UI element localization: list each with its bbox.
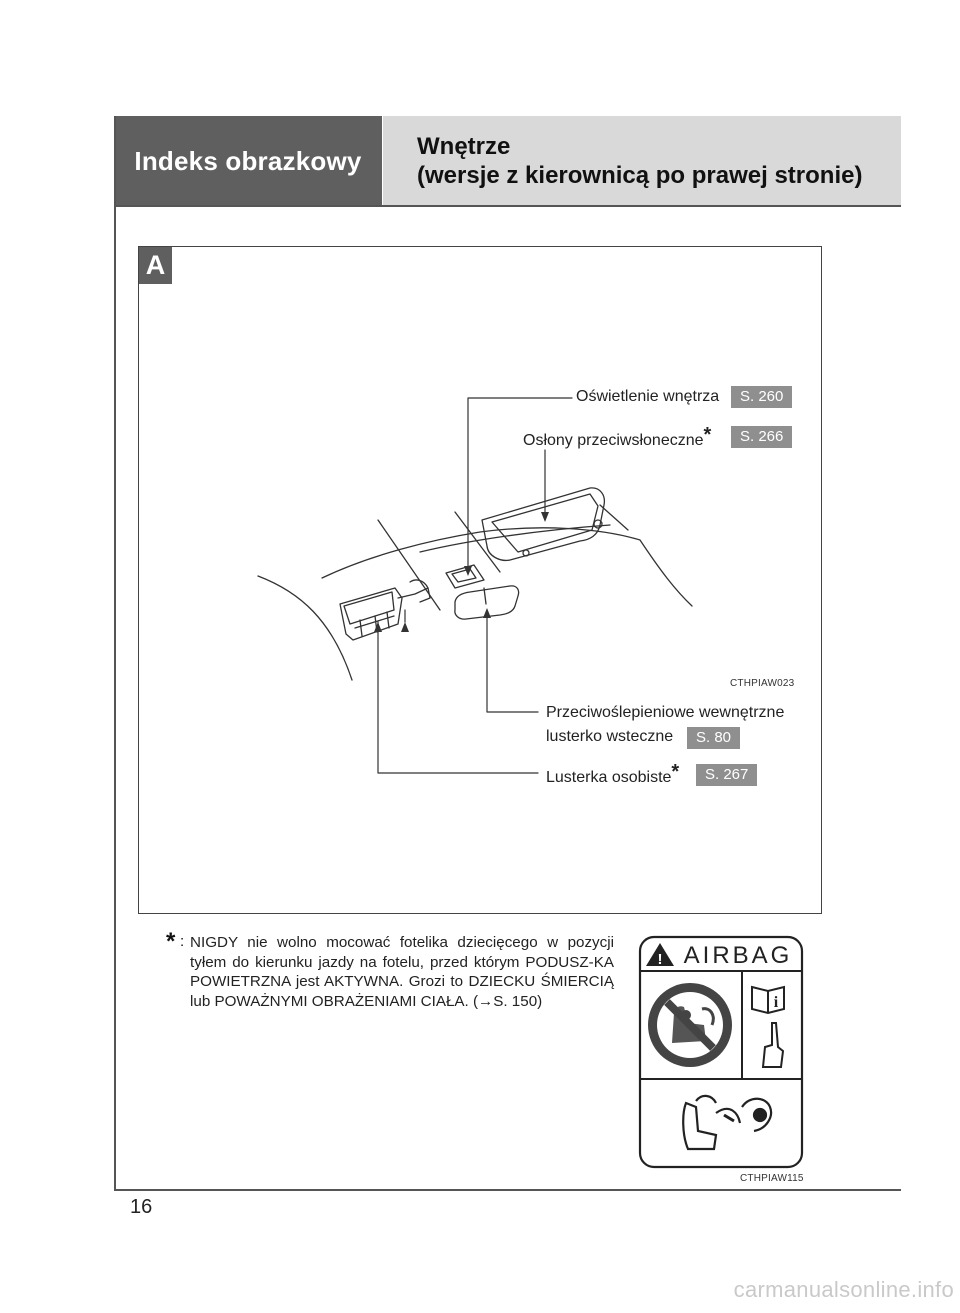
page-number: 16 <box>130 1196 153 1218</box>
left-margin-rule <box>114 116 116 1190</box>
note-asterisk: * <box>166 928 176 955</box>
label-vanity-mirrors <box>546 761 680 787</box>
ref-rearview-mirror[interactable]: S. 80 <box>687 727 740 749</box>
overhead-console-illustration <box>140 248 820 912</box>
page-title-line1: Wnętrze <box>417 133 511 160</box>
asterisk-marker: * <box>671 761 680 783</box>
airbag-warning-note: NIGDY nie wolno mocować fotelika dziecięcego w pozycji tyłem do kierunku jazdy na fotelu, przed którym PODUSZ-KA POWIETRZNA jest AKTYWNA. Grozi to DZIECKU ŚMIERCIĄ lub POWAŻNYMI OBRAŻENIAMI CIAŁA. (→S. 150) <box>190 934 614 1010</box>
bottom-rule <box>114 1189 901 1191</box>
page-title <box>383 116 901 206</box>
figure-badge: A <box>139 247 172 284</box>
airbag-image-code: CTHPIAW115 <box>740 1173 804 1184</box>
ref-sun-visors[interactable]: S. 266 <box>731 426 792 448</box>
label-rearview-mirror-line2: lusterko wsteczne <box>546 728 674 745</box>
airbag-title: AIRBAG <box>683 942 793 969</box>
label-rearview-mirror-line1: Przeciwoślepieniowe wewnętrzne <box>546 704 785 721</box>
section-tab: Indeks obrazkowy <box>114 116 382 206</box>
label-interior-light: Oświetlenie wnętrza <box>576 388 720 405</box>
site-watermark: carmanualsonline.info <box>733 1277 954 1302</box>
info-symbol: i <box>773 994 779 1011</box>
asterisk-marker: * <box>703 424 712 446</box>
label-vanity-mirrors-text: Lusterka osobiste <box>546 769 672 786</box>
ref-interior-light[interactable]: S. 260 <box>731 386 792 408</box>
airbag-warning-label <box>638 935 804 1169</box>
no-rear-facing-child-seat-icon <box>648 983 732 1067</box>
header-divider <box>114 205 901 207</box>
warning-symbol: ! <box>657 951 663 968</box>
note-colon: : <box>180 933 185 950</box>
ref-vanity-mirrors[interactable]: S. 267 <box>696 764 757 786</box>
page-title-line2: (wersje z kierownicą po prawej stronie) <box>417 162 863 189</box>
figure-image-code: CTHPIAW023 <box>730 678 795 689</box>
label-sun-visors-text: Osłony przeciwsłoneczne <box>523 432 704 449</box>
label-sun-visors <box>523 424 712 450</box>
